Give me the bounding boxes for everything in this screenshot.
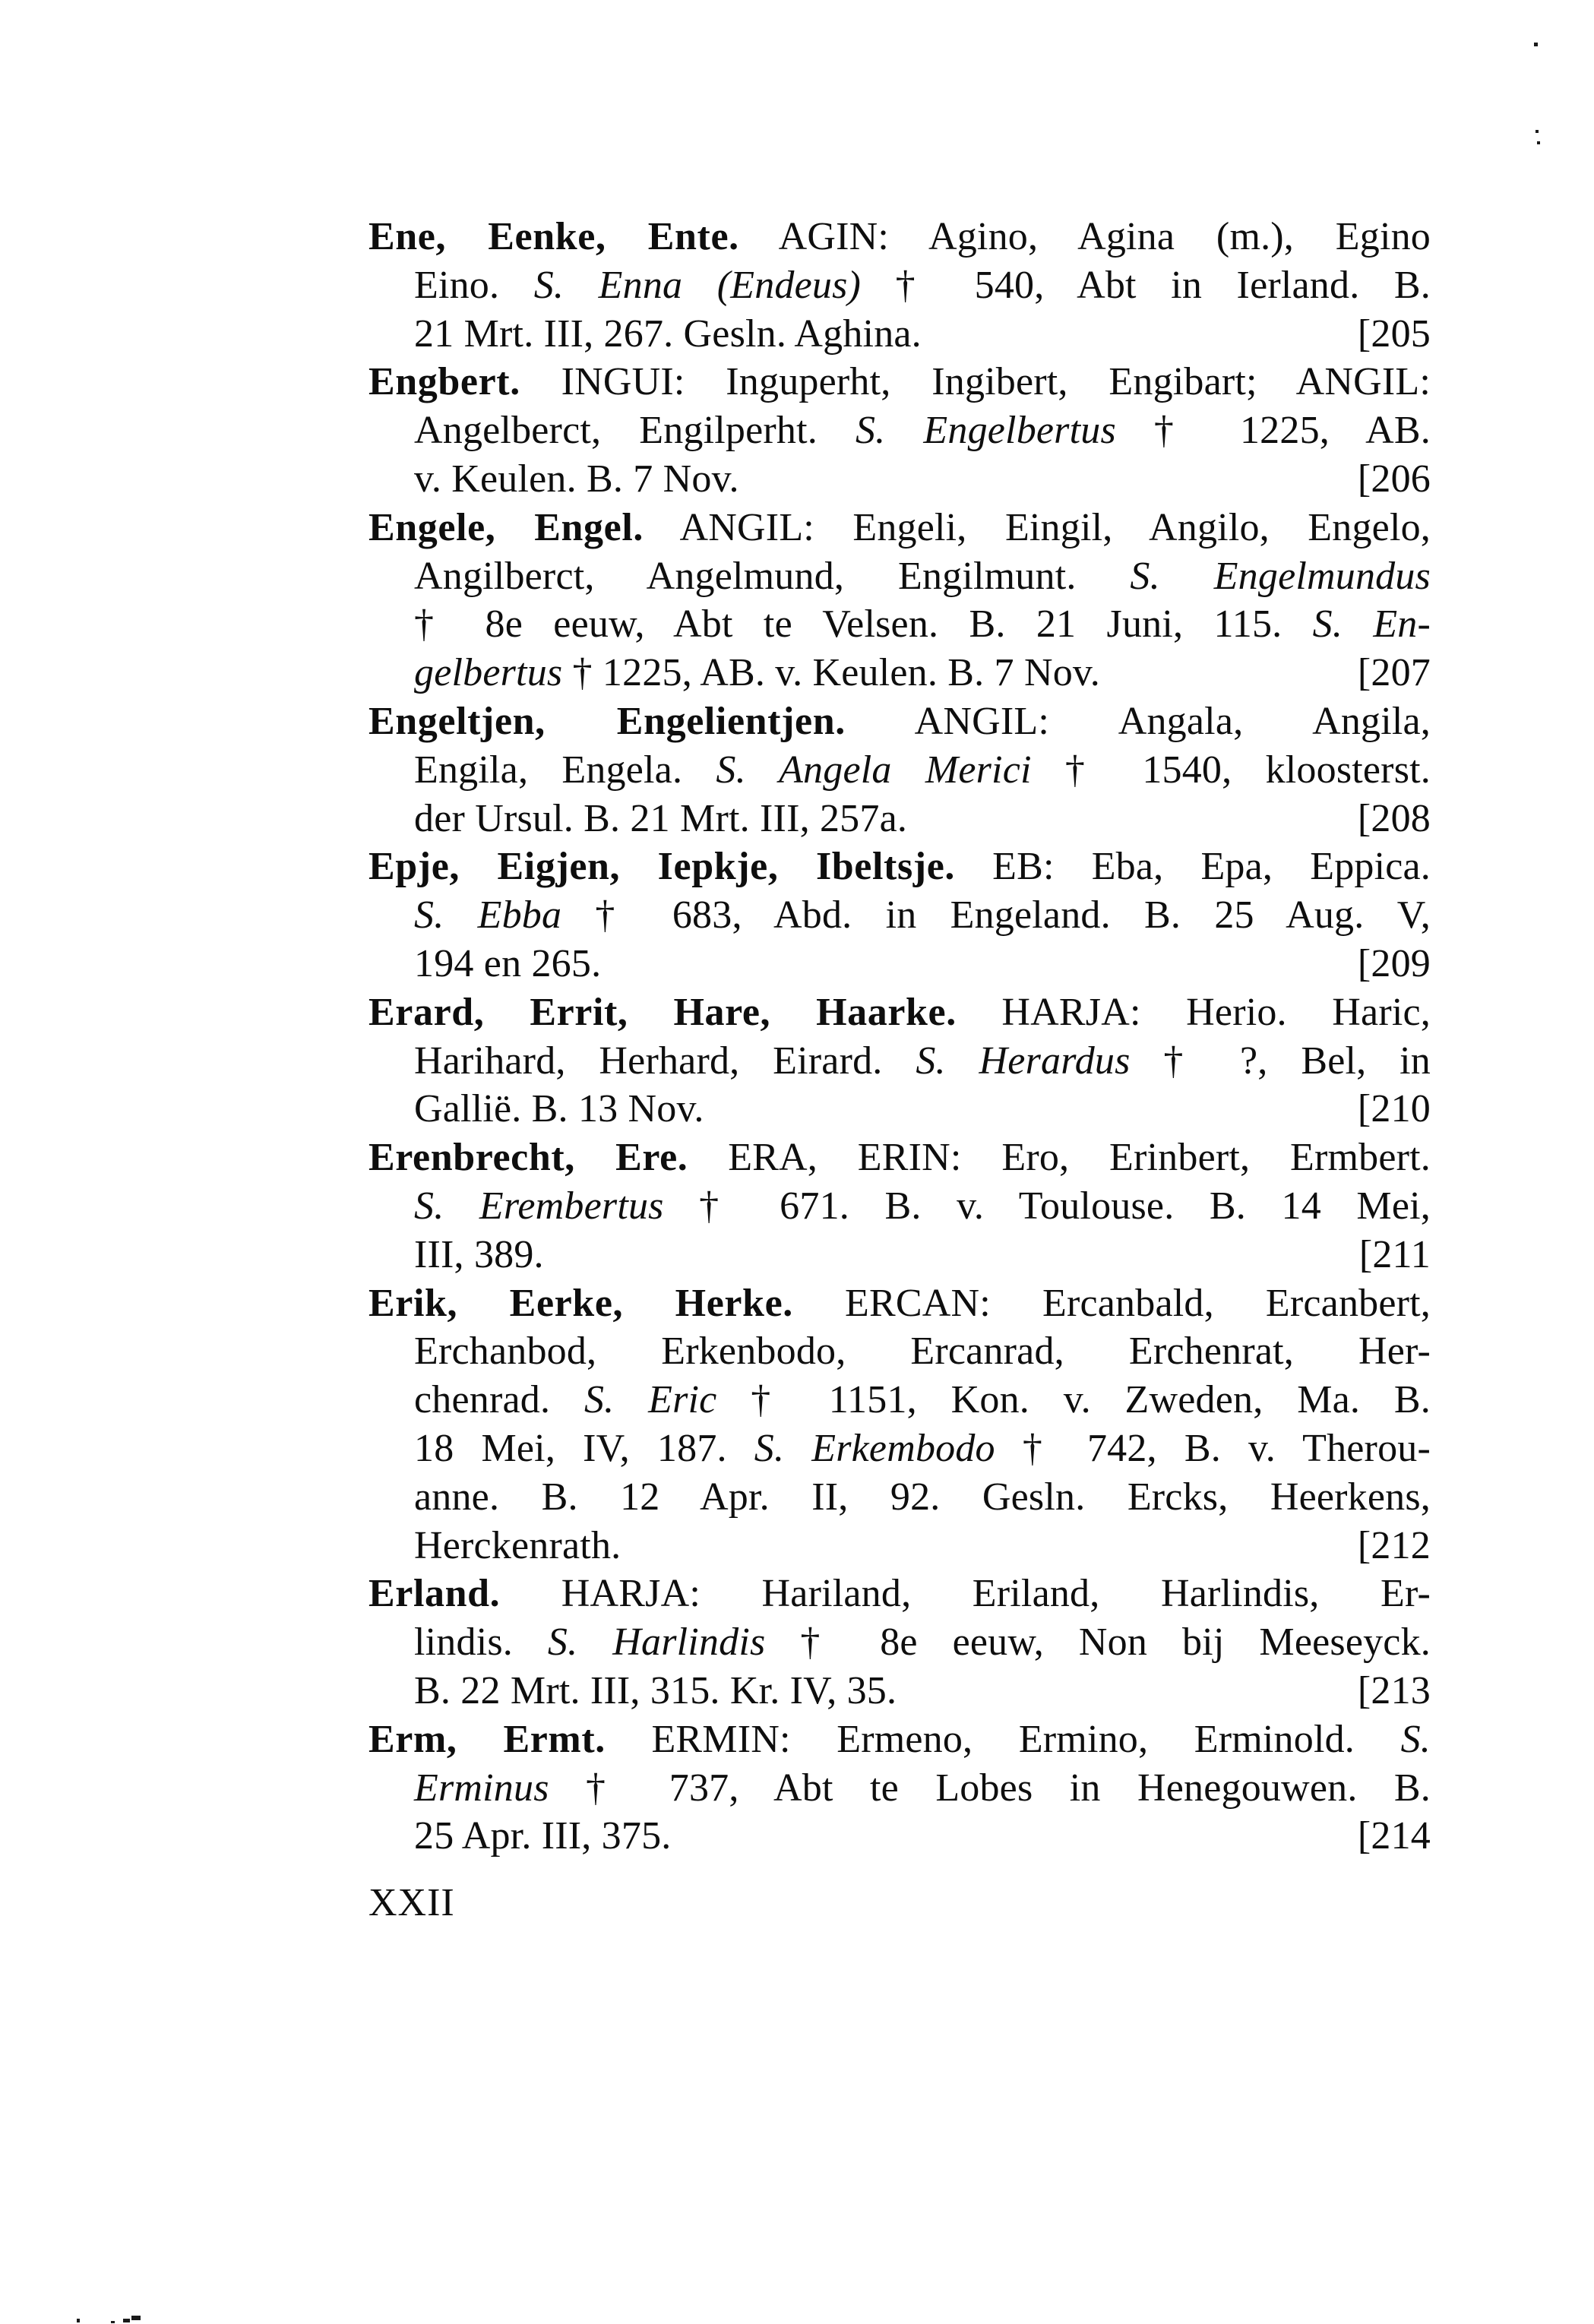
entry-line (368, 261, 1431, 310)
entry-line (368, 1231, 1431, 1279)
entry-text: ERMIN: Ermeno, Ermino, Erminold. (605, 1717, 1401, 1761)
entry-text: HARJA: Herio. Haric, (956, 990, 1431, 1034)
entry-line (368, 795, 1431, 843)
entry-line-text (414, 1812, 671, 1861)
entry-text: 194 en 265. (414, 941, 602, 985)
dictionary-entry (368, 988, 1431, 1134)
entry-line (368, 843, 1431, 891)
entry-text: anne. B. 12 Apr. II, 92. Gesln. Ercks, Heerkens, (414, 1475, 1431, 1519)
dictionary-entry (368, 1279, 1431, 1570)
entry-text: HARJA: Hariland, Eriland, Harlindis, Er- (500, 1572, 1431, 1616)
entry-ref-number: [213 (1357, 1668, 1431, 1712)
dictionary-entry (368, 1134, 1431, 1279)
saint-name-italic: Erminus (414, 1766, 549, 1810)
entry-line (368, 940, 1431, 988)
entry-line-text (414, 1231, 544, 1279)
saint-name-italic: S. Eric (584, 1378, 717, 1422)
entry-line (368, 1764, 1431, 1813)
headword-text: Epje, Eigjen, Iepkje, Ibeltsje. (368, 845, 955, 889)
entry-line (368, 552, 1431, 601)
dictionary-entry (368, 504, 1431, 697)
entry-line (368, 988, 1431, 1037)
entry-text: EB: Eba, Epa, Eppica. (954, 845, 1431, 889)
entry-ref-number: [214 (1357, 1814, 1431, 1858)
entry-line-text (414, 602, 1431, 646)
scan-speck (131, 2316, 141, 2320)
entry-text: 25 Apr. III, 375. (414, 1814, 672, 1858)
entry-text: Angilberct, Angelmund, Engilmunt. (414, 554, 1131, 598)
entry-line (368, 406, 1431, 455)
entry-line (368, 1182, 1431, 1231)
dictionary-entry (368, 213, 1431, 358)
entry-line-text (368, 215, 1431, 258)
entry-line-text (414, 1522, 621, 1570)
saint-name-italic: S. Ebba (414, 893, 562, 938)
entry-text: Erchanbod, Erkenbodo, Ercanrad, Erchenrat, Her- (414, 1330, 1431, 1374)
page-number: XXII (368, 1881, 455, 1924)
entry-text: † 742, B. v. Therou- (995, 1426, 1431, 1470)
saint-name-italic: S. Erkembodo (754, 1426, 995, 1470)
scan-speck (111, 2321, 115, 2323)
entry-line (368, 1522, 1431, 1570)
entry-text: † 683, Abd. in Engeland. B. 25 Aug. V, (561, 893, 1431, 938)
entry-ref-number: [205 (1357, 311, 1431, 356)
entry-text: lindis. (414, 1620, 548, 1665)
entry-text: 18 Mei, IV, 187. (414, 1426, 754, 1470)
entry-line-text (414, 1184, 1431, 1228)
entry-text: ANGIL: Angala, Angila, (845, 699, 1431, 743)
saint-name-italic: S. (1400, 1717, 1431, 1761)
scan-speck (1534, 43, 1538, 46)
entry-line-text (414, 264, 1431, 307)
headword-text: Engbert. (368, 360, 520, 404)
entry-text: ERCAN: Ercanbald, Ercanbert, (792, 1281, 1431, 1325)
scan-speck (1535, 130, 1539, 133)
entry-text: Gallië. B. 13 Nov. (414, 1087, 704, 1131)
entry-ref-number: [206 (1357, 457, 1431, 501)
entry-line-text (368, 700, 1431, 743)
entry-text: ANGIL: Engeli, Eingil, Angilo, Engelo, (643, 505, 1431, 549)
headword-text: Engeltjen, Engelientjen. (368, 699, 846, 743)
entry-ref-number: [210 (1357, 1087, 1431, 1131)
entry-line (368, 1327, 1431, 1376)
entry-text: † 671. B. v. Toulouse. B. 14 Mei, (663, 1184, 1431, 1228)
entry-line-text (368, 1136, 1431, 1179)
entry-text: † 1225, AB. (1115, 409, 1431, 453)
entry-line (368, 1667, 1431, 1715)
entry-line-text (414, 310, 922, 359)
dictionary-entry (368, 1570, 1431, 1715)
saint-name-italic: S. Angela Merici (716, 748, 1032, 792)
entry-line (368, 504, 1431, 552)
dictionary-entry (368, 697, 1431, 843)
entry-text: der Ursul. B. 21 Mrt. III, 257a. (414, 796, 908, 840)
entry-text: v. Keulen. B. 7 Nov. (414, 457, 739, 501)
entry-text: † 8e eeuw, Non bij Meeseyck. (765, 1620, 1431, 1665)
headword-text: Erik, Eerke, Herke. (368, 1281, 793, 1325)
headword-text: Engele, Engel. (368, 505, 644, 549)
entry-text: Harihard, Herhard, Eirard. (414, 1039, 916, 1083)
entry-line-text (368, 991, 1431, 1034)
entry-line (368, 1037, 1431, 1086)
dictionary-entry (368, 358, 1431, 503)
headword-text: Erland. (368, 1572, 501, 1616)
entry-line-text (368, 1718, 1431, 1761)
entry-line-text (414, 555, 1431, 598)
entry-line-text (414, 455, 739, 504)
entry-line (368, 1376, 1431, 1424)
entry-text: AGIN: Agino, Agina (m.), Egino (738, 215, 1431, 258)
entry-ref-number: [209 (1357, 941, 1431, 985)
entry-line (368, 697, 1431, 746)
entry-line-text (414, 1766, 1431, 1810)
entry-line-text (368, 360, 1431, 403)
entry-line-text (414, 1330, 1431, 1373)
saint-name-italic: S. Enna (Endeus) (533, 263, 862, 307)
dictionary-entry (368, 843, 1431, 988)
entry-line-text (414, 1378, 1431, 1421)
entry-line (368, 358, 1431, 406)
entry-line (368, 1812, 1431, 1861)
entries-container (368, 213, 1431, 1861)
entry-ref-number: [212 (1357, 1523, 1431, 1567)
entry-text: Engila, Engela. (414, 748, 716, 792)
entry-text: 21 Mrt. III, 267. Gesln. Aghina. (414, 311, 922, 356)
saint-name-italic: S. En- (1312, 602, 1431, 647)
entry-text: † ?, Bel, in (1130, 1039, 1431, 1083)
entry-text: † 540, Abt in Ierland. B. (861, 263, 1431, 307)
saint-name-italic: S. Engelbertus (855, 409, 1116, 453)
entry-line (368, 213, 1431, 261)
entry-line-text (368, 1282, 1431, 1325)
entry-text: † 8e eeuw, Abt te Velsen. B. 21 Juni, 115. (414, 602, 1313, 647)
entry-text: Herckenrath. (414, 1523, 621, 1567)
saint-name-italic: S. Erembertus (414, 1184, 664, 1228)
entry-line (368, 649, 1431, 697)
entry-line (368, 1134, 1431, 1182)
entry-text: ERA, ERIN: Ero, Erinbert, Ermbert. (688, 1136, 1431, 1180)
scan-speck (1537, 141, 1540, 144)
entry-ref-number: [208 (1357, 796, 1431, 840)
entry-line (368, 746, 1431, 795)
entry-line (368, 891, 1431, 940)
entry-text: † 1151, Kon. v. Zweden, Ma. B. (716, 1378, 1431, 1422)
saint-name-italic: S. Engelmundus (1130, 554, 1431, 598)
entry-line-text (368, 1572, 1431, 1615)
entry-line (368, 1473, 1431, 1522)
entry-line (368, 1715, 1431, 1764)
entry-ref-number: [207 (1357, 651, 1431, 695)
headword-text: Erm, Ermt. (368, 1717, 606, 1761)
entry-line-text (414, 1620, 1431, 1664)
entry-line-text (414, 1427, 1431, 1470)
entry-text: † 1225, AB. v. Keulen. B. 7 Nov. (562, 651, 1100, 695)
entry-line (368, 1279, 1431, 1328)
entry-line-text (414, 649, 1100, 697)
entry-line (368, 1618, 1431, 1667)
scan-speck (123, 2319, 130, 2322)
entry-line-text (368, 845, 1431, 888)
entry-line-text (414, 940, 601, 988)
headword-text: Erard, Errit, Hare, Haarke. (368, 990, 957, 1034)
entry-line (368, 310, 1431, 359)
headword-text: Ene, Eenke, Ente. (368, 215, 739, 258)
entry-text: chenrad. (414, 1378, 584, 1422)
entry-text: Angelberct, Engilperht. (414, 409, 856, 453)
entry-line-text (414, 1039, 1431, 1083)
scan-speck (77, 2319, 80, 2322)
entry-line-text (414, 1475, 1431, 1519)
entry-line (368, 1424, 1431, 1473)
entry-line-text (414, 748, 1431, 792)
entry-ref-number: [211 (1358, 1232, 1431, 1276)
entry-line-text (414, 1085, 704, 1134)
entry-line (368, 1570, 1431, 1618)
entry-line (368, 600, 1431, 649)
saint-name-italic: S. Harlindis (547, 1620, 766, 1665)
entry-text: † 1540, kloosterst. (1031, 748, 1431, 792)
headword-text: Erenbrecht, Ere. (368, 1136, 688, 1180)
entry-line-text (414, 409, 1431, 452)
entry-line-text (414, 1667, 897, 1715)
saint-name-italic: gelbertus (414, 651, 563, 695)
entry-text: III, 389. (414, 1232, 544, 1276)
entry-text: INGUI: Inguperht, Ingibert, Engibart; ANGIL: (520, 360, 1431, 404)
entry-line (368, 1085, 1431, 1134)
entry-line-text (414, 893, 1431, 937)
entry-line-text (368, 506, 1431, 549)
entry-line (368, 455, 1431, 504)
entry-text: B. 22 Mrt. III, 315. Kr. IV, 35. (414, 1668, 897, 1712)
saint-name-italic: S. Herardus (916, 1039, 1131, 1083)
dictionary-entry (368, 1715, 1431, 1861)
entry-line-text (414, 795, 907, 843)
entry-text: † 737, Abt te Lobes in Henegouwen. B. (549, 1766, 1431, 1810)
entry-text: Eino. (414, 263, 534, 307)
